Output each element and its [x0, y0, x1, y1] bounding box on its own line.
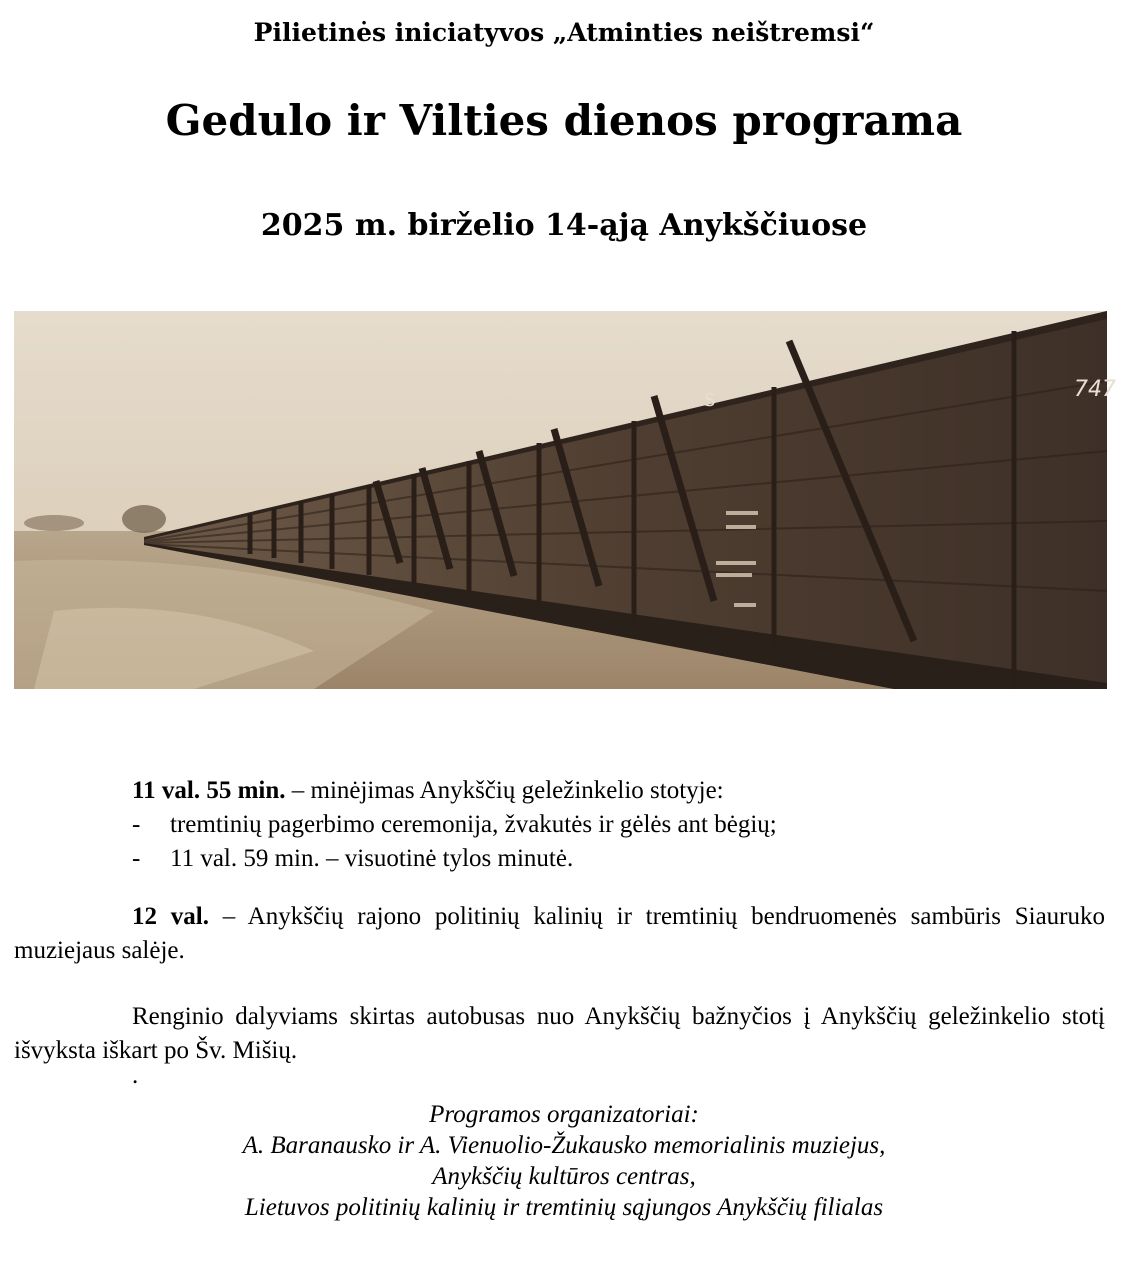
car-number: 747: [1074, 377, 1116, 402]
list-item: [132, 808, 1112, 842]
organizer-line: Lietuvos politinių kalinių ir tremtinių sąjungos Anykščių filialas: [244, 1194, 884, 1221]
bullet-text: 11 val. 59 min. – visuotinė tylos minutė.: [170, 845, 574, 872]
bullet-dash: -: [132, 845, 141, 872]
schedule-item-1: [132, 774, 1112, 876]
page-title: Gedulo ir Vilties dienos programa: [165, 96, 963, 145]
bullet-text: tremtinių pagerbimo ceremonija, žvakutės ir gėlės ant bėgių;: [170, 811, 777, 838]
bus-note: [14, 1000, 1105, 1068]
freight-train-illustration: [14, 311, 1116, 689]
organizer-line: Anykščių kultūros centras,: [432, 1163, 696, 1190]
schedule-text-1: – minėjimas Anykščių geležinkelio stotyje:: [285, 777, 724, 804]
schedule-time-1: 11 val. 55 min.: [132, 777, 286, 804]
organizers-heading: Programos organizatoriai:: [429, 1101, 699, 1128]
car-letter: S: [704, 390, 716, 411]
list-item: [132, 842, 1112, 876]
schedule-time-2: 12 val.: [132, 903, 209, 930]
organizers-block: [0, 1099, 1128, 1223]
train-photo: [14, 311, 1116, 689]
schedule-item-2: [14, 900, 1105, 968]
schedule-text-2: – Anykščių rajono politinių kalinių ir tremtinių bendruomenės sambūris Siauruko muziejaus salėje.: [14, 903, 1105, 964]
bus-note-text: Renginio dalyviams skirtas autobusas nuo Anykščių bažnyčios į Anykščių geležinkelio stotį išvyksta iškart po Šv. Mišių.: [14, 1003, 1105, 1064]
organizer-line: A. Baranausko ir A. Vienuolio-Žukausko memorialinis muziejus,: [242, 1132, 886, 1159]
stray-dot: .: [132, 1062, 139, 1089]
event-date: 2025 m. birželio 14-ąją Anykščiuose: [260, 208, 868, 243]
bullet-dash: -: [132, 811, 141, 838]
subtitle: Pilietinės iniciatyvos „Atminties neištremsi“: [253, 18, 875, 47]
